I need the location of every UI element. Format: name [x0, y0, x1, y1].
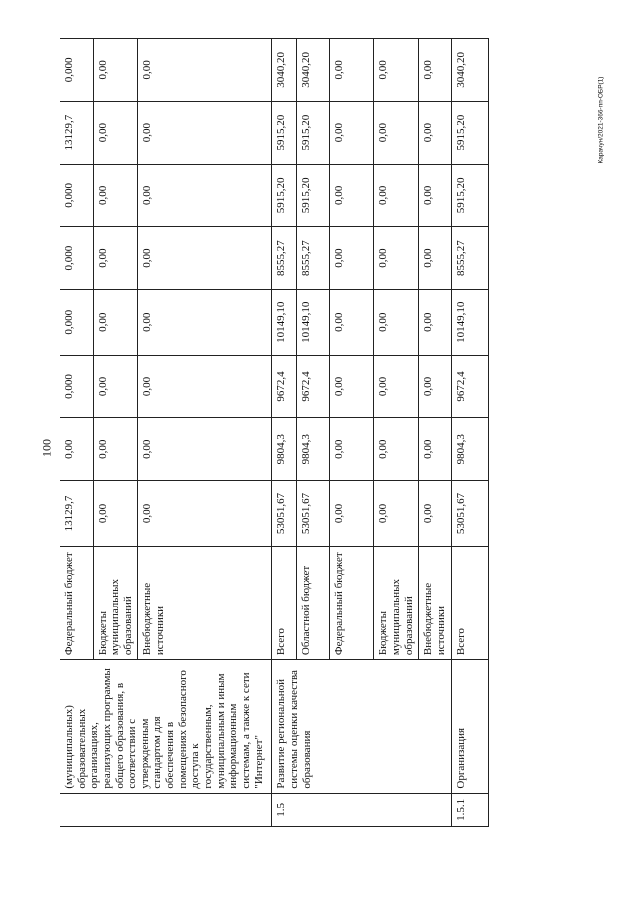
funding-source: Внебюджетные источники [138, 546, 272, 659]
value-cell: 9804,3 [451, 418, 488, 481]
rotated-table-inner [60, 38, 541, 827]
row-title: Развитие региональной системы оценки качества образования [272, 660, 451, 794]
value-cell: 0,000 [60, 355, 93, 418]
value-cell: 0,00 [374, 481, 419, 547]
value-cell: 5915,20 [272, 164, 297, 227]
value-cell: 10149,10 [451, 289, 488, 355]
value-cell: 10149,10 [272, 289, 297, 355]
page-number: 100 [39, 439, 54, 457]
table-row [451, 39, 488, 827]
value-cell: 9672,4 [297, 355, 330, 418]
value-cell: 10149,10 [297, 289, 330, 355]
value-cell: 0,00 [374, 227, 419, 290]
value-cell: 0,00 [330, 227, 374, 290]
value-cell: 53051,67 [451, 481, 488, 547]
value-cell: 5915,20 [272, 101, 297, 164]
row-number: 1.5 [272, 793, 451, 826]
value-cell: 0,00 [93, 355, 138, 418]
financing-table [60, 38, 489, 827]
value-cell: 0,00 [138, 289, 272, 355]
value-cell: 0,00 [60, 418, 93, 481]
value-cell: 0,00 [419, 101, 451, 164]
value-cell: 0,00 [374, 101, 419, 164]
value-cell: 0,00 [419, 39, 451, 102]
value-cell: 0,00 [138, 101, 272, 164]
value-cell: 13129,7 [60, 481, 93, 547]
value-cell: 0,00 [93, 164, 138, 227]
value-cell: 0,00 [138, 355, 272, 418]
funding-source: Федеральный бюджет [60, 546, 93, 659]
value-cell: 53051,67 [297, 481, 330, 547]
rotated-table-area [60, 38, 541, 827]
value-cell: 0,00 [419, 289, 451, 355]
value-cell: 0,00 [138, 227, 272, 290]
table-row [60, 39, 93, 827]
funding-source: Бюджеты муниципальных образований [93, 546, 138, 659]
value-cell: 9804,3 [272, 418, 297, 481]
funding-source: Федеральный бюджет [330, 546, 374, 659]
value-cell: 5915,20 [451, 164, 488, 227]
value-cell: 0,00 [330, 164, 374, 227]
value-cell: 3040,20 [297, 39, 330, 102]
value-cell: 0,00 [138, 418, 272, 481]
value-cell: 0,00 [330, 355, 374, 418]
value-cell: 0,00 [93, 39, 138, 102]
value-cell: 8555,27 [272, 227, 297, 290]
value-cell: 8555,27 [297, 227, 330, 290]
value-cell: 0,00 [374, 289, 419, 355]
value-cell: 5915,20 [451, 101, 488, 164]
value-cell: 0,000 [60, 164, 93, 227]
funding-source: Областной бюджет [297, 546, 330, 659]
value-cell: 3040,20 [451, 39, 488, 102]
value-cell: 9672,4 [272, 355, 297, 418]
value-cell: 0,00 [138, 164, 272, 227]
value-cell: 0,00 [93, 101, 138, 164]
value-cell: 0,00 [330, 39, 374, 102]
value-cell: 9672,4 [451, 355, 488, 418]
value-cell: 0,00 [374, 355, 419, 418]
value-cell: 0,00 [419, 481, 451, 547]
row-number [60, 793, 272, 826]
value-cell: 0,000 [60, 227, 93, 290]
value-cell: 0,000 [60, 289, 93, 355]
value-cell: 0,00 [330, 101, 374, 164]
footer-code: Карачун/2021-366-пп-ОБР(1) [597, 76, 605, 164]
row-number: 1.5.1 [451, 793, 488, 826]
value-cell: 0,00 [374, 164, 419, 227]
value-cell: 0,00 [419, 227, 451, 290]
value-cell: 8555,27 [451, 227, 488, 290]
value-cell: 0,00 [93, 289, 138, 355]
value-cell: 0,00 [330, 481, 374, 547]
value-cell: 0,00 [419, 418, 451, 481]
value-cell: 5915,20 [297, 101, 330, 164]
value-cell: 0,00 [138, 39, 272, 102]
value-cell: 0,00 [330, 289, 374, 355]
value-cell: 0,000 [60, 39, 93, 102]
table-row [272, 39, 297, 827]
value-cell: 0,00 [330, 418, 374, 481]
value-cell: 0,00 [138, 481, 272, 547]
funding-source: Бюджеты муниципальных образований [374, 546, 419, 659]
value-cell: 0,00 [374, 418, 419, 481]
value-cell: 0,00 [419, 355, 451, 418]
funding-source: Всего [272, 546, 297, 659]
value-cell: 9804,3 [297, 418, 330, 481]
value-cell: 0,00 [419, 164, 451, 227]
funding-source: Внебюджетные источники [419, 546, 451, 659]
value-cell: 5915,20 [297, 164, 330, 227]
funding-source: Всего [451, 546, 488, 659]
value-cell: 13129,7 [60, 101, 93, 164]
value-cell: 0,00 [93, 418, 138, 481]
value-cell: 0,00 [93, 481, 138, 547]
row-title: Организация [451, 660, 488, 794]
row-title: (муниципальных) образовательных организациях, реализующих программы общего образования, в соответствии с утвержденным стандартом для обеспечения в помещениях безопасного доступа к государственным, муниципальным и иным информационным системам, а также к сети "Интернет" [60, 660, 272, 794]
value-cell: 53051,67 [272, 481, 297, 547]
value-cell: 0,00 [93, 227, 138, 290]
value-cell: 3040,20 [272, 39, 297, 102]
value-cell: 0,00 [374, 39, 419, 102]
